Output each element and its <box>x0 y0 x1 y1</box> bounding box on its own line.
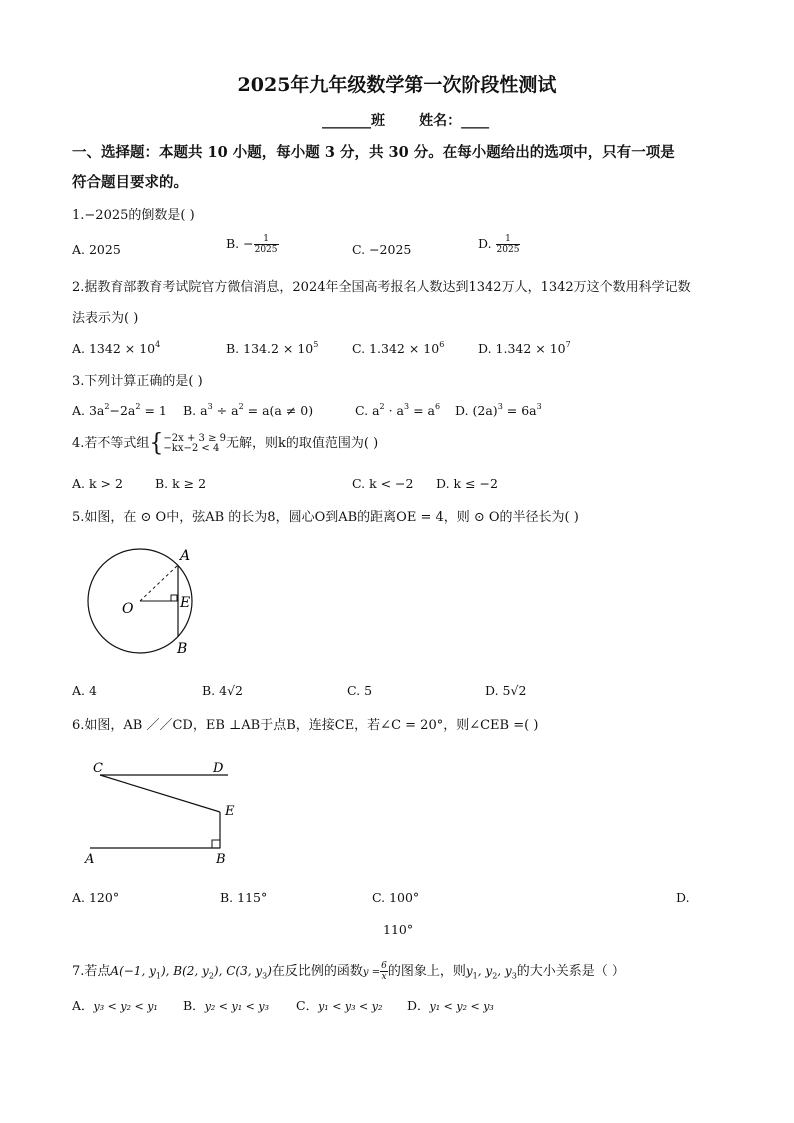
q2-option-a[interactable]: A. $1342 \times 10^4$ <box>72 340 161 356</box>
label-b: B <box>216 852 226 867</box>
question-5-stem: 5.如图，在 ⊙ O中，弦AB 的长为8，圆心O到AB的距离OE = 4，则 ⊙ O的半径长为( ) <box>72 510 579 525</box>
class-label: 班 <box>371 113 385 129</box>
system-brace: { <box>149 429 164 458</box>
radius-oa-dashed <box>140 565 178 601</box>
q4-option-b[interactable]: B. k ≥ 2 <box>155 476 207 491</box>
class-name-line <box>322 110 489 130</box>
label-a: A <box>180 548 191 564</box>
name-blank[interactable]: ____ <box>461 113 490 129</box>
circle-figure <box>72 540 212 665</box>
question-7-stem: 7.若点A(−1, $y_1$), B(2, $y_2$), C(3, $y_3$)在反比例的函数y = $\frac{6}{x}$ 的图象上，则$y_1$, $y_2$, $y_3$的大小关系是（ ） <box>72 961 625 982</box>
q3-option-d[interactable]: D. $(2a)^3 = 6a^3$ <box>455 402 542 418</box>
q1-option-b[interactable]: B. − $\frac{1}{2025}$ <box>226 234 278 255</box>
label-c: C <box>93 761 103 776</box>
q4-option-c[interactable]: C. k < −2 <box>352 476 414 491</box>
question-2-stem-line2: 法表示为( ) <box>72 311 139 326</box>
question-3-stem: 3.下列计算正确的是( ) <box>72 374 203 389</box>
q5-option-a[interactable]: A. 4 <box>72 683 97 698</box>
q2-option-c[interactable]: C. $1.342 \times 10^6$ <box>352 340 445 356</box>
q1-d-denominator: 2025 <box>496 245 520 255</box>
right-angle-mark <box>212 840 220 848</box>
section-header-line1: 一、选择题：本题共 10 小题，每小题 3 分，共 30 分。在每小题给出的选项中，只有一项是 <box>72 144 675 161</box>
inequality-system: −2x + 3 ≥ 9 −kx−2 < 4 <box>163 432 226 454</box>
q3-option-c[interactable]: C. $a^2 \cdot a^3 = a^6$ <box>355 402 441 418</box>
q5-option-b[interactable]: B. 4√2 <box>202 683 244 698</box>
segment-ce <box>100 775 220 812</box>
exam-title: 2025年九年级数学第一次阶段性测试 <box>237 74 557 96</box>
question-6-stem: 6.如图，AB ／／CD，EB ⊥AB于点B，连接CE，若∠C = 20°，则∠CEB =( ) <box>72 718 539 733</box>
q2-option-b[interactable]: B. $134.2 \times 10^5$ <box>226 340 319 356</box>
q3-option-b[interactable]: B. $a^3 \div a^2 = a(a \ne 0)$ <box>183 402 314 418</box>
section-header-line2: 符合题目要求的。 <box>72 174 188 191</box>
label-e: E <box>225 804 235 819</box>
q4-option-a[interactable]: A. k > 2 <box>72 476 123 491</box>
question-2-stem-line1: 2.据教育部教育考试院官方微信消息，2024年全国高考报名人数达到1342万人，1342万这个数用科学记数 <box>72 280 691 295</box>
q1-b-numerator: 1 <box>254 234 279 245</box>
question-1-stem: 1.−2025的倒数是( ) <box>72 208 195 223</box>
q1-option-a[interactable]: A. 2025 <box>72 242 121 257</box>
right-angle-mark <box>171 595 177 601</box>
q3-option-a[interactable]: A. $3a^2-2a^2 = 1$ <box>72 402 167 418</box>
q5-option-c[interactable]: C. 5 <box>347 683 373 698</box>
q2-option-d[interactable]: D. $1.342 \times 10^7$ <box>478 340 571 356</box>
q6-option-c[interactable]: C. 100° <box>372 890 420 905</box>
label-a: A <box>85 852 95 867</box>
label-e: E <box>180 595 191 611</box>
label-d: D <box>213 761 224 776</box>
q1-d-numerator: 1 <box>496 234 521 245</box>
q5-option-d[interactable]: D. 5√2 <box>485 683 527 698</box>
q7-option-d[interactable]: D．y₁ < y₂ < y₃ <box>407 998 494 1013</box>
q1-option-d[interactable]: D. $\frac{1}{2025}$ <box>478 234 520 255</box>
name-label: 姓名： <box>419 113 462 129</box>
q6-option-a[interactable]: A. 120° <box>72 890 120 905</box>
q6-option-d-value: 110° <box>383 922 414 937</box>
q7-option-b[interactable]: B．y₂ < y₁ < y₃ <box>183 998 269 1013</box>
q7-option-a[interactable]: A．y₃ < y₂ < y₁ <box>72 998 158 1013</box>
q6-option-b[interactable]: B. 115° <box>220 890 268 905</box>
label-o: O <box>122 601 134 617</box>
q1-b-denominator: 2025 <box>254 245 278 255</box>
label-b: B <box>177 641 188 657</box>
parallel-lines-figure <box>80 755 250 870</box>
q7-option-c[interactable]: C．y₁ < y₃ < y₂ <box>296 998 383 1013</box>
class-blank[interactable]: _______ <box>322 113 371 129</box>
q6-option-d[interactable]: D. <box>676 890 690 905</box>
q1-option-c[interactable]: C. −2025 <box>352 242 412 257</box>
q4-option-d[interactable]: D. k ≤ −2 <box>436 476 498 491</box>
question-4-stem: 4.若不等式组{ −2x + 3 ≥ 9 −kx−2 < 4 无解，则k的取值范围为( ) <box>72 429 379 458</box>
